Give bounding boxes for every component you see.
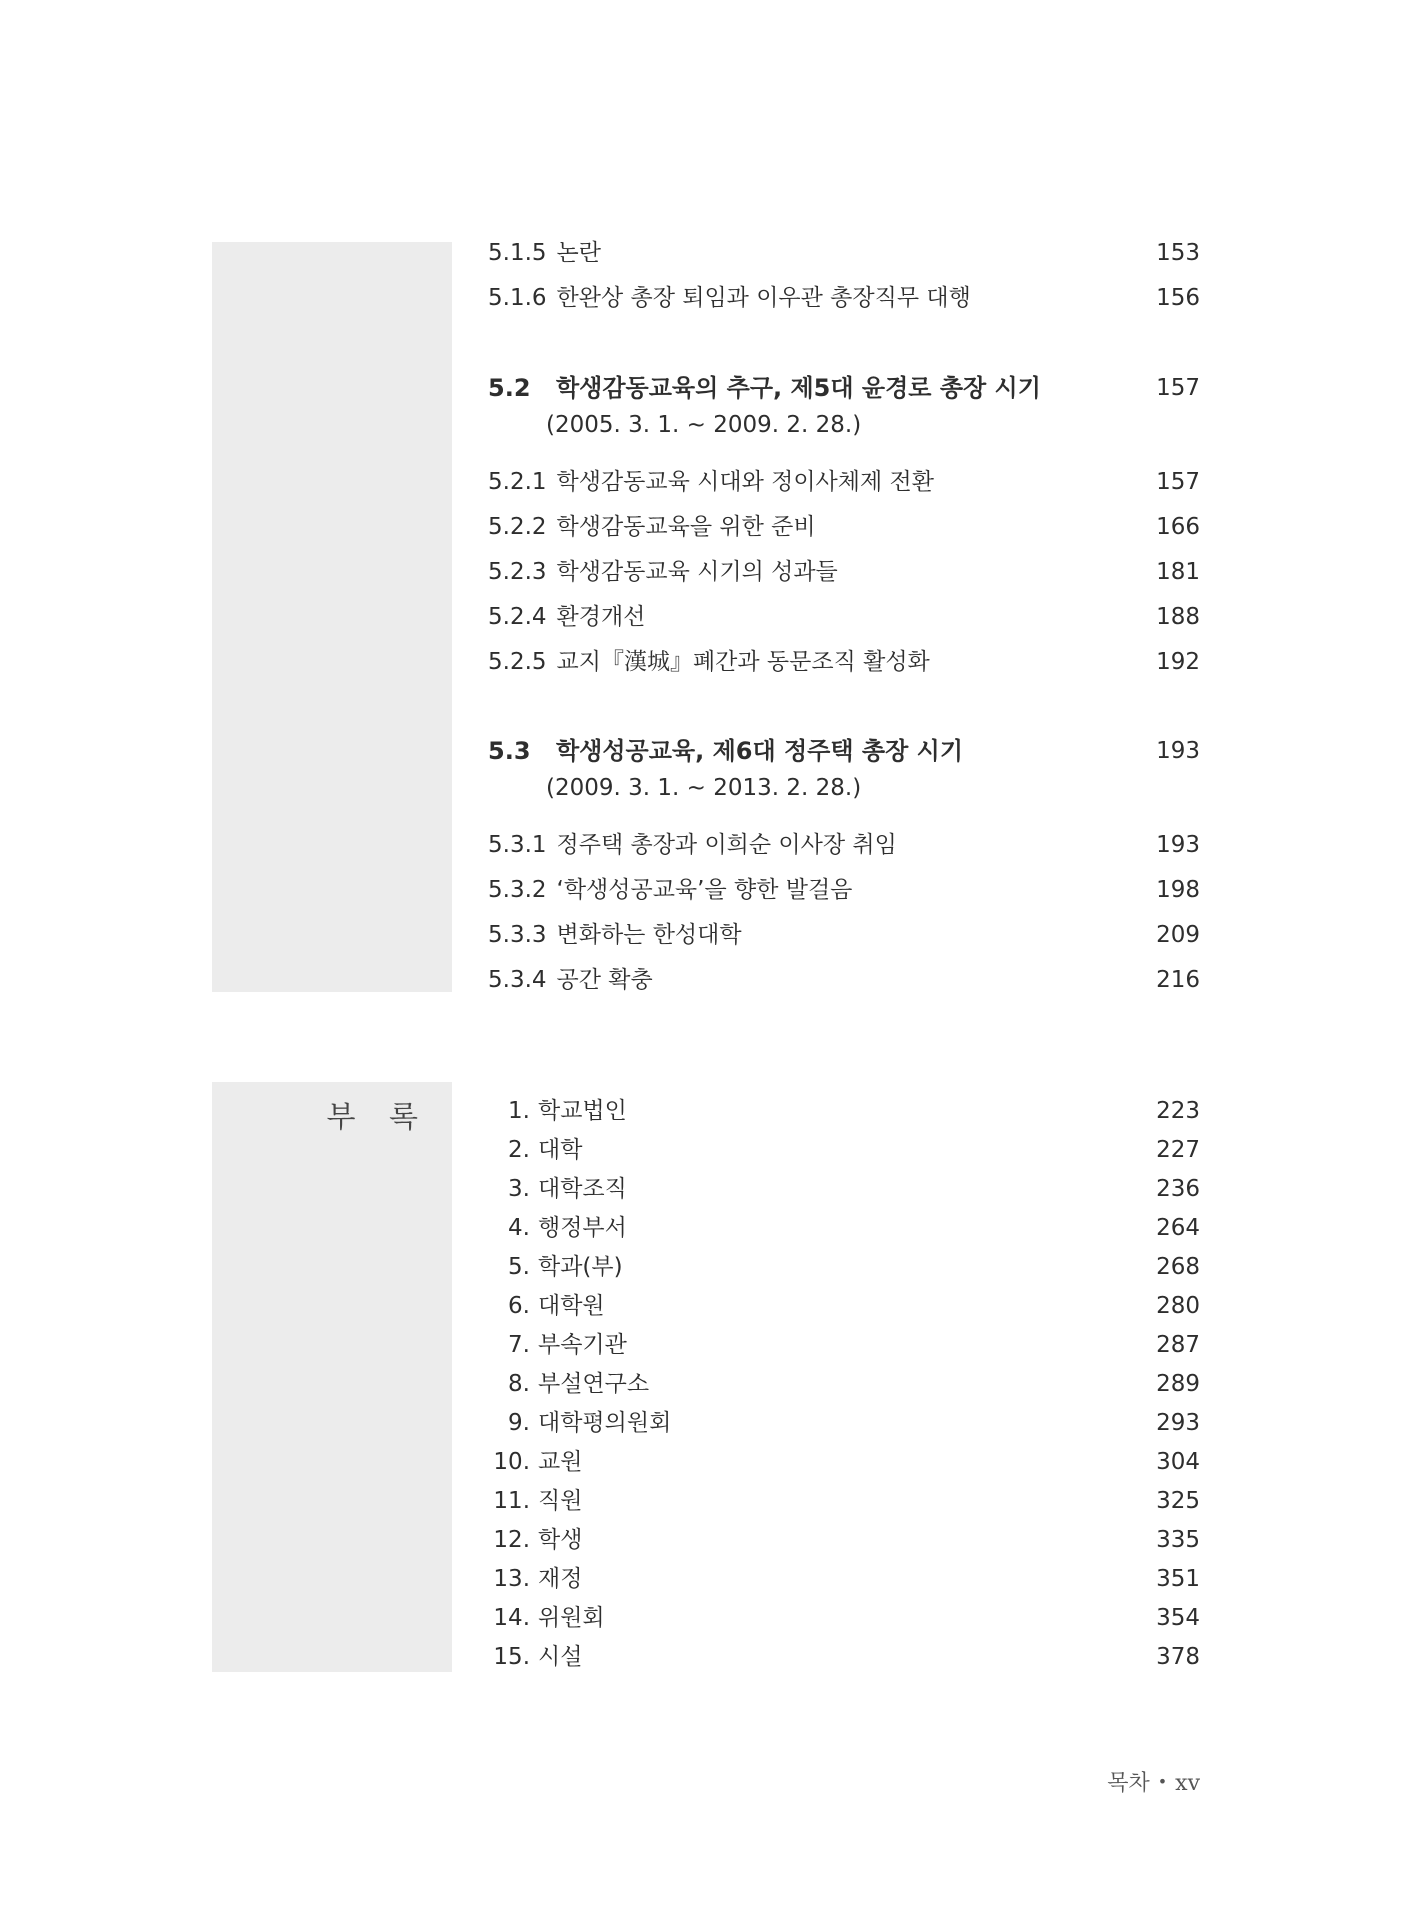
- appendix-page-number: 268: [1156, 1254, 1200, 1280]
- appendix-page-number: 264: [1156, 1215, 1200, 1241]
- toc-number: 5.1.6: [488, 285, 547, 311]
- toc-title: 환경개선: [556, 604, 646, 630]
- appendix-entry-6[interactable]: [488, 1287, 1200, 1326]
- toc-number: 5.3: [488, 737, 531, 765]
- appendix-title: 학생: [538, 1527, 583, 1553]
- appendix-number: 14.: [493, 1605, 530, 1631]
- appendix-entry-11[interactable]: [488, 1482, 1200, 1521]
- toc-entry-5-3-2[interactable]: [488, 870, 1200, 910]
- appendix-number: 5.: [508, 1254, 530, 1280]
- toc-title: 학생성공교육, 제6대 정주택 총장 시기: [556, 737, 963, 765]
- appendix-title: 시설: [538, 1644, 583, 1670]
- appendix-page-number: 223: [1156, 1098, 1200, 1124]
- appendix-title: 재정: [538, 1566, 583, 1592]
- appendix-entry-12[interactable]: [488, 1521, 1200, 1560]
- toc-page-number: 157: [1156, 375, 1200, 401]
- appendix-title: 행정부서: [538, 1215, 627, 1241]
- toc-number: 5.2.4: [488, 604, 547, 630]
- footer-page-number: xv: [1175, 1771, 1200, 1796]
- appendix-title: 학과(부): [538, 1254, 623, 1280]
- toc-page-number: 156: [1156, 285, 1200, 311]
- appendix-page-number: 335: [1156, 1527, 1200, 1553]
- toc-page-number: 157: [1156, 469, 1200, 495]
- toc-entry-5-2-1[interactable]: [488, 462, 1200, 502]
- toc-heading-5-2[interactable]: [488, 368, 1200, 408]
- toc-heading-5-3[interactable]: [488, 731, 1200, 771]
- appendix-title: 부속기관: [538, 1332, 627, 1358]
- appendix-number: 12.: [493, 1527, 530, 1553]
- toc-number: 5.1.5: [488, 240, 547, 266]
- toc-entry-5-2-2[interactable]: [488, 507, 1200, 547]
- toc-number: 5.3.3: [488, 922, 547, 948]
- toc-title: 한완상 총장 퇴임과 이우관 총장직무 대행: [556, 285, 971, 311]
- bullet-icon: •: [1157, 1772, 1168, 1791]
- toc-entry-5-2-4[interactable]: [488, 597, 1200, 637]
- appendix-page-number: 354: [1156, 1605, 1200, 1631]
- appendix-entry-14[interactable]: [488, 1599, 1200, 1638]
- appendix-number: 3.: [508, 1176, 530, 1202]
- toc-title: 교지『漢城』폐간과 동문조직 활성화: [556, 649, 930, 675]
- appendix-number: 1.: [508, 1098, 530, 1124]
- toc-page-number: 209: [1156, 922, 1200, 948]
- appendix-number: 9.: [508, 1410, 530, 1436]
- footer-section-label: 목차: [1107, 1771, 1150, 1796]
- toc-heading-dates: (2005. 3. 1. ~ 2009. 2. 28.): [546, 412, 862, 438]
- appendix-page-number: 289: [1156, 1371, 1200, 1397]
- appendix-number: 7.: [508, 1332, 530, 1358]
- toc-page-number: 198: [1156, 877, 1200, 903]
- appendix-page-number: 293: [1156, 1410, 1200, 1436]
- toc-entry-5-1-6[interactable]: [488, 278, 1200, 318]
- appendix-entry-8[interactable]: [488, 1365, 1200, 1404]
- toc-entry-5-1-5[interactable]: [488, 233, 1200, 273]
- appendix-page-number: 236: [1156, 1176, 1200, 1202]
- appendix-title: 위원회: [538, 1605, 605, 1631]
- toc-page-number: 216: [1156, 967, 1200, 993]
- toc-page-number: 193: [1156, 832, 1200, 858]
- toc-entry-5-2-5[interactable]: [488, 642, 1200, 682]
- toc-page-number: 193: [1156, 738, 1200, 764]
- toc-page-number: 153: [1156, 240, 1200, 266]
- appendix-title: 대학원: [538, 1293, 605, 1319]
- appendix-title: 대학: [538, 1137, 583, 1163]
- appendix-title: 부설연구소: [538, 1371, 650, 1397]
- appendix-page-number: 304: [1156, 1449, 1200, 1475]
- toc-heading-dates: (2009. 3. 1. ~ 2013. 2. 28.): [546, 775, 862, 801]
- toc-page-number: 188: [1156, 604, 1200, 630]
- appendix-entry-1[interactable]: [488, 1092, 1200, 1131]
- sidebar-panel-chapter5: [212, 242, 452, 992]
- toc-number: 5.3.2: [488, 877, 547, 903]
- appendix-label: 부 록: [326, 1100, 430, 1135]
- toc-number: 5.2.2: [488, 514, 547, 540]
- toc-number: 5.2.3: [488, 559, 547, 585]
- appendix-number: 6.: [508, 1293, 530, 1319]
- toc-title: 정주택 총장과 이희순 이사장 취임: [556, 832, 897, 858]
- appendix-page-number: 325: [1156, 1488, 1200, 1514]
- appendix-entry-13[interactable]: [488, 1560, 1200, 1599]
- toc-page-number: 166: [1156, 514, 1200, 540]
- appendix-title: 직원: [538, 1488, 583, 1514]
- toc-title: 학생감동교육의 추구, 제5대 윤경로 총장 시기: [556, 374, 1041, 402]
- toc-page-number: 181: [1156, 559, 1200, 585]
- appendix-title: 교원: [538, 1449, 583, 1475]
- appendix-entry-4[interactable]: [488, 1209, 1200, 1248]
- appendix-title: 대학평의원회: [538, 1410, 672, 1436]
- toc-title: 학생감동교육을 위한 준비: [556, 514, 816, 540]
- appendix-entry-10[interactable]: [488, 1443, 1200, 1482]
- toc-title: 변화하는 한성대학: [556, 922, 742, 948]
- sidebar-panel-appendix: [212, 1082, 452, 1672]
- page-footer: [1107, 1766, 1200, 1797]
- appendix-number: 13.: [493, 1566, 530, 1592]
- appendix-page-number: 378: [1156, 1644, 1200, 1670]
- appendix-number: 10.: [493, 1449, 530, 1475]
- appendix-entry-5[interactable]: [488, 1248, 1200, 1287]
- appendix-entry-15[interactable]: [488, 1638, 1200, 1677]
- toc-entry-5-2-3[interactable]: [488, 552, 1200, 592]
- toc-title: 학생감동교육 시기의 성과들: [556, 559, 838, 585]
- toc-number: 5.3.4: [488, 967, 547, 993]
- toc-title: ‘학생성공교육’을 향한 발걸음: [556, 877, 853, 903]
- toc-entry-5-3-4[interactable]: [488, 960, 1200, 1000]
- appendix-page-number: 280: [1156, 1293, 1200, 1319]
- toc-title: 공간 확충: [556, 967, 653, 993]
- appendix-entry-2[interactable]: [488, 1131, 1200, 1170]
- appendix-number: 11.: [493, 1488, 530, 1514]
- toc-title: 학생감동교육 시대와 정이사체제 전환: [556, 469, 934, 495]
- toc-number: 5.2.5: [488, 649, 547, 675]
- appendix-page-number: 227: [1156, 1137, 1200, 1163]
- appendix-title: 대학조직: [538, 1176, 627, 1202]
- appendix-number: 2.: [508, 1137, 530, 1163]
- appendix-entry-7[interactable]: [488, 1326, 1200, 1365]
- appendix-page-number: 351: [1156, 1566, 1200, 1592]
- toc-number: 5.2.1: [488, 469, 547, 495]
- appendix-number: 8.: [508, 1371, 530, 1397]
- toc-entry-5-3-1[interactable]: [488, 825, 1200, 865]
- appendix-title: 학교법인: [538, 1098, 627, 1124]
- toc-number: 5.2: [488, 374, 531, 402]
- appendix-page-number: 287: [1156, 1332, 1200, 1358]
- appendix-number: 15.: [493, 1644, 530, 1670]
- toc-entry-5-3-3[interactable]: [488, 915, 1200, 955]
- appendix-entry-9[interactable]: [488, 1404, 1200, 1443]
- toc-page-number: 192: [1156, 649, 1200, 675]
- appendix-entry-3[interactable]: [488, 1170, 1200, 1209]
- appendix-number: 4.: [508, 1215, 530, 1241]
- toc-number: 5.3.1: [488, 832, 547, 858]
- toc-title: 논란: [556, 240, 601, 266]
